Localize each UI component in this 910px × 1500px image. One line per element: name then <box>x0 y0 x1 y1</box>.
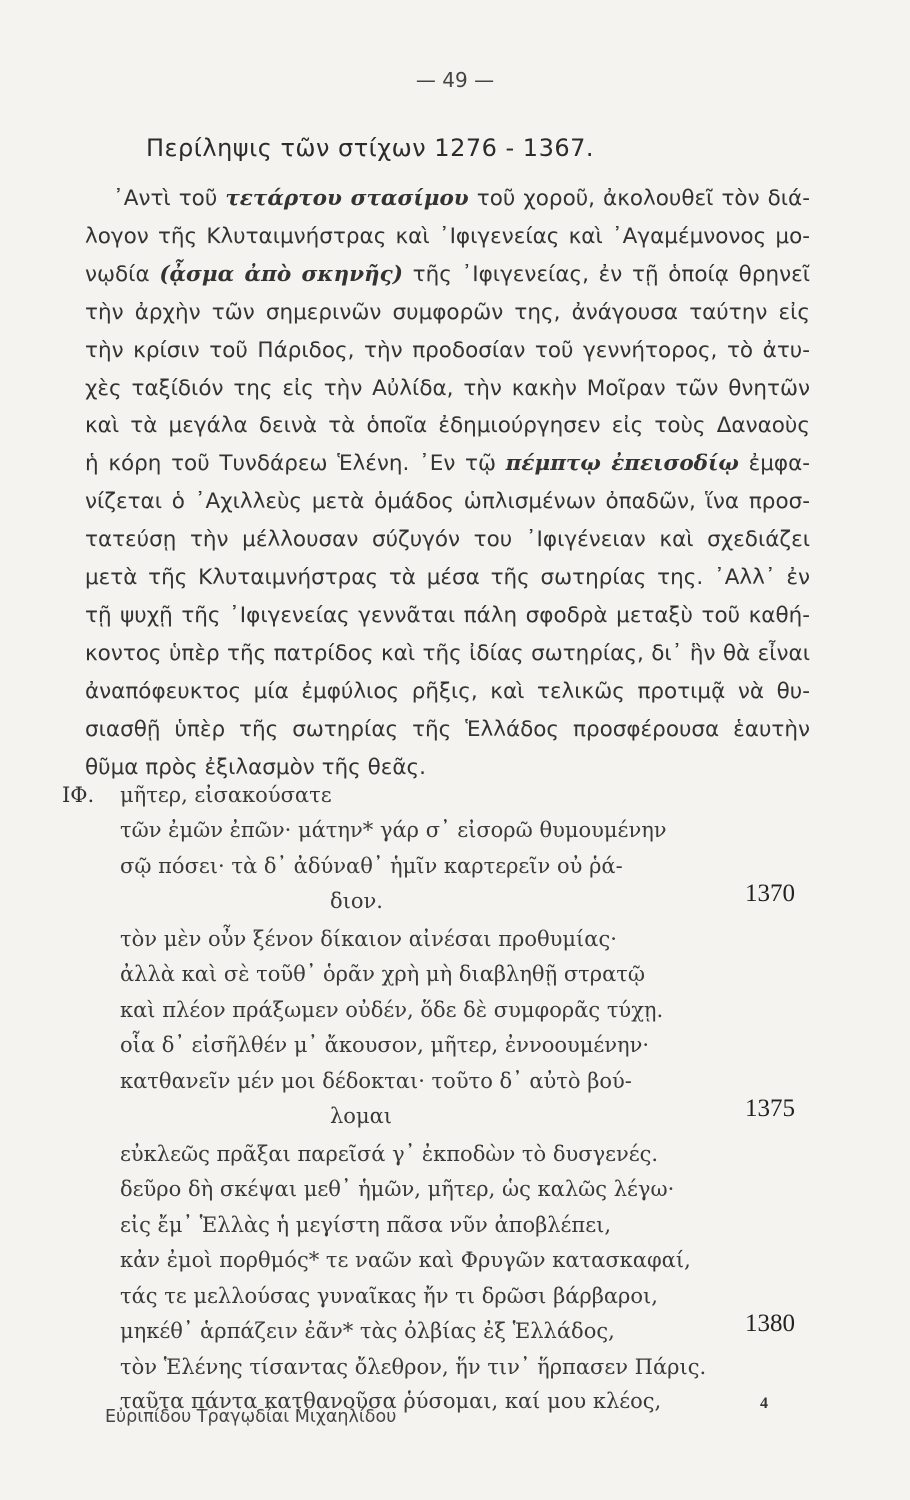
summary-line: τῇ ψυχῇ τῆς ᾿Ιφιγενείας γεννᾶται πάλη σφοδρὰ μεταξὺ τοῦ καθή- <box>85 602 810 628</box>
footer-running-title: Εὐριπίδου Τραγῳδίαι Μιχαηλίδου <box>105 1407 397 1427</box>
verse-line: μηκέθ᾿ ἁρπάζειν ἐᾶν* τὰς ὀλβίας ἐξ Ἑλλάδος, <box>120 1319 615 1343</box>
summary-paragraph <box>85 180 810 787</box>
summary-line: τὴν κρίσιν τοῦ Πάριδος, τὴν προδοσίαν τοῦ γεννήτορος, τὸ ἀτυ- <box>85 337 810 363</box>
summary-line: σιασθῇ ὑπὲρ τῆς σωτηρίας τῆς Ἑλλάδος προσφέρουσα ἑαυτὴν <box>85 716 810 742</box>
summary-line: θῦμα πρὸς ἐξιλασμὸν τῆς θεᾶς. <box>85 754 426 780</box>
summary-title-text: Περίληψις τῶν στίχων 1276 - 1367. <box>145 134 595 162</box>
summary-text: ἡ κόρη τοῦ Τυνδάρεω Ἑλένη. ᾿Εν τῷ <box>85 451 506 477</box>
summary-emphasis: τετάρτου στασίμου <box>225 186 469 211</box>
summary-line: νίζεται ὁ ᾿Αχιλλεὺς μετὰ ὁμάδος ὡπλισμένων ὀπαδῶν, ἵνα προσ- <box>85 489 810 515</box>
verse-line: διον. <box>330 889 383 913</box>
verse-line: τὸν Ἑλένης τίσαντας ὄλεθρον, ἥν τιν᾿ ἥρπασεν Πάρις. <box>120 1355 707 1379</box>
summary-line: μετὰ τῆς Κλυταιμνήστρας τὰ μέσα τῆς σωτηρίας της. ᾿Αλλ᾿ ἐν <box>85 565 810 591</box>
line-number: 1375 <box>745 1095 795 1122</box>
verse-line: τῶν ἐμῶν ἐπῶν· μάτην* γάρ σ᾿ εἰσορῶ θυμουμένην <box>120 818 667 842</box>
line-number: 1370 <box>745 880 795 907</box>
verse-line: λομαι <box>330 1104 393 1128</box>
summary-line: τὴν ἀρχὴν τῶν σημερινῶν συμφορῶν της, ἀνάγουσα ταύτην εἰς <box>85 299 810 325</box>
summary-line: κοντος ὑπὲρ τῆς πατρίδος καὶ τῆς ἰδίας σωτηρίας, δι᾿ ἣν θὰ εἶναι <box>85 640 810 666</box>
verse-line: οἷα δ᾿ εἰσῆλθέν μ᾿ ἄκουσον, μῆτερ, ἐννοουμένην· <box>120 1033 650 1057</box>
summary-line: ἀναπόφευκτος μία ἐμφύλιος ρῆξις, καὶ τελικῶς προτιμᾷ νὰ θυ- <box>85 678 810 704</box>
verse-line: ἀλλὰ καὶ σὲ τοῦθ᾿ ὁρᾶν χρὴ μὴ διαβληθῇ στρατῷ <box>120 962 646 986</box>
summary-text: ἐμφα- <box>738 451 811 477</box>
verse-line: εὐκλεῶς πρᾶξαι παρεῖσά γ᾿ ἐκποδὼν τὸ δυσγενές. <box>120 1142 659 1166</box>
summary-emphasis: πέμπτῳ ἐπεισοδίῳ <box>505 451 739 477</box>
speaker-label: ΙΦ. <box>62 783 95 807</box>
summary-line <box>85 445 810 483</box>
verse-line: κατθανεῖν μέν μοι δέδοκται· τοῦτο δ᾿ αὐτὸ βού- <box>120 1069 632 1093</box>
verse-line: τάς τε μελλούσας γυναῖκας ἤν τι δρῶσι βάρβαροι, <box>120 1284 658 1308</box>
summary-line <box>85 180 810 218</box>
summary-title <box>0 134 740 162</box>
summary-line <box>85 256 810 294</box>
signature-mark: 4 <box>760 1395 768 1412</box>
verse-line: εἰς ἔμ᾿ Ἑλλὰς ἡ μεγίστη πᾶσα νῦν ἀποβλέπει, <box>120 1213 612 1237</box>
verse-line: μῆτερ, εἰσακούσατε <box>120 783 332 807</box>
verse-line: δεῦρο δὴ σκέψαι μεθ᾿ ἡμῶν, μῆτερ, ὡς καλῶς λέγω· <box>120 1177 675 1201</box>
verse-line: τὸν μὲν οὖν ξένον δίκαιον αἰνέσαι προθυμίας· <box>120 927 617 951</box>
verse-line: κἀν ἐμοὶ πορθμός* τε ναῶν καὶ Φρυγῶν κατασκαφαί, <box>120 1248 691 1272</box>
summary-emphasis: (ᾆσμα ἀπὸ σκηνῆς) <box>159 261 403 287</box>
line-number: 1380 <box>745 1310 795 1337</box>
page-number: — 49 — <box>415 68 495 92</box>
summary-text: τοῦ χοροῦ, ἀκολουθεῖ τὸν διά- <box>468 186 810 211</box>
summary-text: τῆς ᾿Ιφιγενείας, ἐν τῇ ὁποίᾳ θρηνεῖ <box>402 261 811 287</box>
verse-line: ταῦτα πάντα κατθανοῦσα ῥύσομαι, καί μου κλέος, <box>120 1389 662 1413</box>
summary-line: λογον τῆς Κλυταιμνήστρας καὶ ᾿Ιφιγενείας καὶ ᾿Αγαμέμνονος μο- <box>85 223 810 249</box>
summary-line: χὲς ταξίδιόν της εἰς τὴν Αὐλίδα, τὴν κακὴν Μοῖραν τῶν θνητῶν <box>85 375 810 401</box>
summary-line: καὶ τὰ μεγάλα δεινὰ τὰ ὁποῖα ἐδημιούργησεν εἰς τοὺς Δαναοὺς <box>85 413 810 439</box>
verse-line: σῷ πόσει· τὰ δ᾿ ἀδύναθ᾿ ἡμῖν καρτερεῖν οὐ ῥά- <box>120 854 623 878</box>
verse-line: καὶ πλέον πράξωμεν οὐδέν, ὅδε δὲ συμφορᾶς τύχῃ. <box>120 998 664 1022</box>
summary-text: νῳδία <box>85 261 160 287</box>
summary-line: τατεύσῃ τὴν μέλλουσαν σύζυγόν του ᾿Ιφιγένειαν καὶ σχεδιάζει <box>85 527 810 553</box>
summary-text: ᾿Αντὶ τοῦ <box>113 186 226 211</box>
